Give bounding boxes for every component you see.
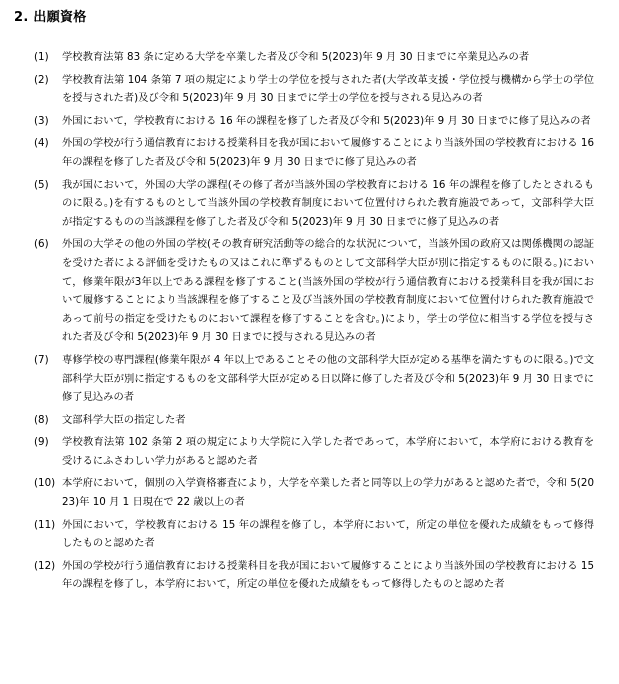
list-item bbox=[34, 235, 594, 347]
item-number: (2) bbox=[34, 73, 49, 86]
item-number: (9) bbox=[34, 436, 49, 449]
section-heading: 2. 出願資格 bbox=[14, 10, 87, 25]
item-number: (3) bbox=[34, 114, 49, 127]
item-text: 外国の学校が行う通信教育における授業科目を我が国において履修することにより当該外国の学校教育における 16 年の課程を修了した者及び令和 5(2023)年 9 月 30 日までに修了見込みの者 bbox=[62, 137, 594, 168]
list-item bbox=[34, 351, 594, 407]
item-number: (12) bbox=[34, 559, 56, 572]
item-text: 外国の学校が行う通信教育における授業科目を我が国において履修することにより当該外国の学校教育における 15 年の課程を修了し，本学府において，所定の単位を優れた成績をもって修得したものと認めた者 bbox=[62, 559, 594, 591]
item-text: 外国において，学校教育における 15 年の課程を修了し，本学府において，所定の単位を優れた成績をもって修得したものと認めた者 bbox=[62, 518, 594, 550]
item-text: 文部科学大臣の指定した者 bbox=[62, 413, 186, 426]
list-item bbox=[34, 411, 594, 430]
item-number: (4) bbox=[34, 137, 49, 150]
item-text: 学校教育法第 83 条に定める大学を卒業した者及び令和 5(2023)年 9 月 30 日までに卒業見込みの者 bbox=[62, 51, 530, 63]
list-item bbox=[34, 474, 594, 511]
item-text: 外国の大学その他の外国の学校(その教育研究活動等の総合的な状況について，当該外国の政府又は関係機関の認証を受けた者による評価を受けたもの又はこれに準ずるものとして文部科学大臣が別に指定するものに限る。)において，修業年限が3年以上である課程を修了すること(当該外国の学校が行う通信教育における授業科目を我が国において履修することにより当該課程を修了すること及び当該外国の学校教育制度において位置付けられた教育施設であって前号の指定を受けたものにおいて課程を修了することを含む。)により，学士の学位に相当する学位を授与された者及び令和 5(2023)年 9 月 30 日までに授与される見込みの者 bbox=[62, 238, 594, 344]
list-item bbox=[34, 134, 594, 171]
item-text: 本学府において，個別の入学資格審査により，大学を卒業した者と同等以上の学力があると認めた者で，令和 5(2023)年 10 月 1 日現在で 22 歳以上の者 bbox=[62, 477, 594, 509]
item-text: 我が国において，外国の大学の課程(その修了者が当該外国の学校教育における 16 年の課程を修了したとされるものに限る。)を有するものとして当該外国の学校教育制度において位置付けられた教育施設であって，文部科学大臣が指定するものの当該課程を修了した者及び令和 5(2023)年 9 月 30 日までに修了見込みの者 bbox=[62, 178, 594, 228]
eligibility-list bbox=[34, 48, 594, 598]
item-text: 学校教育法第 102 条第 2 項の規定により大学院に入学した者であって，本学府において，本学府における教育を受けるにふさわしい学力があると認めた者 bbox=[62, 436, 594, 467]
item-number: (10) bbox=[34, 477, 56, 490]
list-item bbox=[34, 557, 594, 594]
item-number: (5) bbox=[34, 178, 49, 191]
list-item bbox=[34, 48, 594, 67]
item-number: (1) bbox=[34, 51, 49, 63]
item-text: 学校教育法第 104 条第 7 項の規定により学士の学位を授与された者(大学改革支援・学位授与機構から学士の学位を授与された者)及び令和 5(2023)年 9 月 30 日までに学士の学位を授与される見込みの者 bbox=[62, 73, 594, 105]
list-item bbox=[34, 71, 594, 108]
list-item bbox=[34, 433, 594, 470]
list-item bbox=[34, 176, 594, 232]
item-number: (11) bbox=[34, 518, 56, 531]
item-number: (8) bbox=[34, 413, 49, 426]
list-item bbox=[34, 112, 594, 131]
list-item bbox=[34, 516, 594, 553]
item-text: 専修学校の専門課程(修業年限が 4 年以上であることその他の文部科学大臣が定める基準を満たすものに限る。)で文部科学大臣が別に指定するものを文部科学大臣が定める日以降に修了した者及び令和 5(2023)年 9 月 30 日までに修了見込みの者 bbox=[62, 353, 594, 404]
item-text: 外国において，学校教育における 16 年の課程を修了した者及び令和 5(2023)年 9 月 30 日までに修了見込みの者 bbox=[62, 114, 591, 127]
item-number: (6) bbox=[34, 238, 49, 251]
item-number: (7) bbox=[34, 353, 49, 366]
